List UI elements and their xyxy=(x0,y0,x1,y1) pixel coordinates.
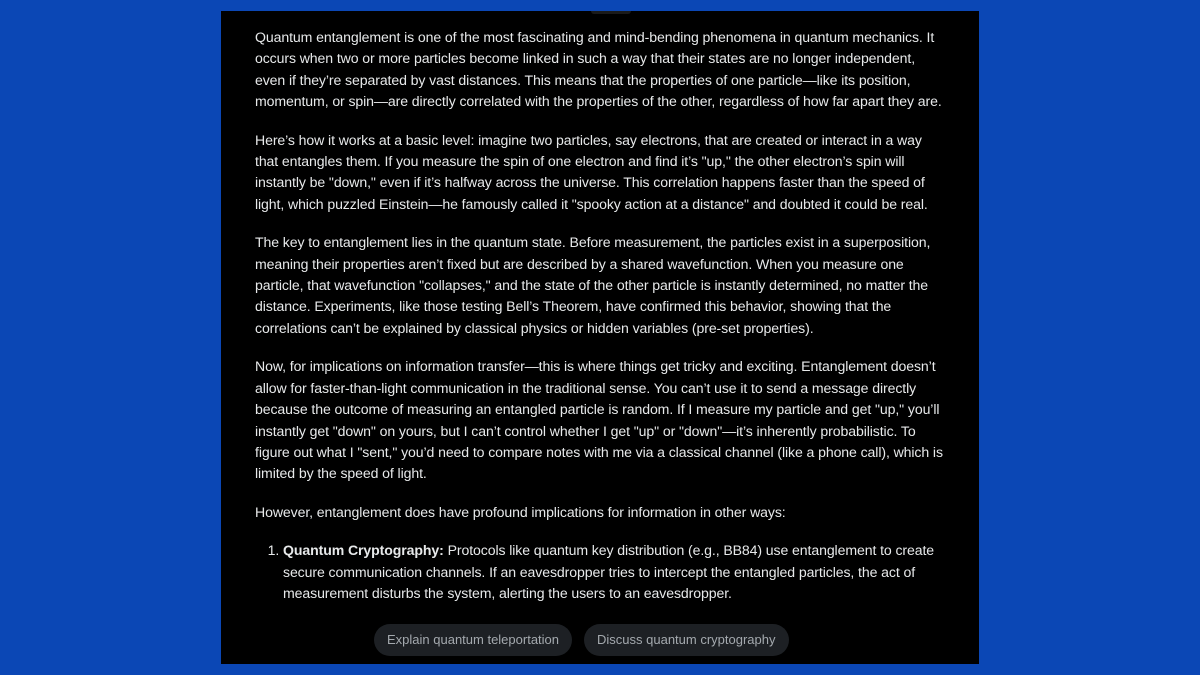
list-item xyxy=(283,540,945,604)
list-item-title: Quantum Cryptography: xyxy=(283,542,444,559)
implications-list xyxy=(255,540,945,604)
suggestion-chips xyxy=(374,624,789,658)
list-item-text: Protocols like quantum key distribution (e.g., BB84) use entanglement to create secure communication channels. If an eavesdropper tries to intercept the entangled particles, the act of measurement disturbs the system, alerting the users to an eavesdropper. xyxy=(283,542,935,601)
suggestion-chip-cryptography[interactable]: Discuss quantum cryptography xyxy=(584,624,788,656)
chat-response-panel xyxy=(221,11,979,664)
response-text xyxy=(255,27,945,604)
suggestion-chip-teleportation[interactable]: Explain quantum teleportation xyxy=(374,624,572,656)
response-paragraph: Quantum entanglement is one of the most fascinating and mind-bending phenomena in quantum mechanics. It occurs when two or more particles become linked in such a way that their states are no longer independent, even if they’re separated by vast distances. This means that the properties of one particle—like its position, momentum, or spin—are directly correlated with the properties of the other, regardless of how far apart they are. xyxy=(255,29,942,110)
response-paragraph: The key to entanglement lies in the quantum state. Before measurement, the particles exist in a superposition, meaning their properties aren’t fixed but are described by a shared wavefunction. When you measure one particle, that wavefunction "collapses," and the state of the other particle is instantly determined, no matter the distance. Experiments, like those testing Bell’s Theorem, have confirmed this behavior, showing that the correlations can’t be explained by classical physics or hidden variables (pre-set properties). xyxy=(255,234,931,336)
response-paragraph: However, entanglement does have profound implications for information in other ways: xyxy=(255,503,786,520)
panel-top-handle xyxy=(591,11,631,14)
response-paragraph: Now, for implications on information transfer—this is where things get tricky and exciting. Entanglement doesn’t allow for faster-than-light communication in the traditional sense. You can’t use it to send a message directly because the outcome of measuring an entangled particle is random. If I measure my particle and get "up," you’ll instantly get "down" on yours, but I can’t control whether I get "up" or "down"—it’s inherently probabilistic. To figure out what I "sent," you’d need to compare notes with me via a classical channel (like a phone call), which is limited by the speed of light. xyxy=(255,358,943,482)
response-paragraph: Here’s how it works at a basic level: imagine two particles, say electrons, that are created or interact in a way that entangles them. If you measure the spin of one electron and find it’s "up," the other electron’s spin will instantly be "down," even if it’s halfway across the universe. This correlation happens faster than the speed of light, which puzzled Einstein—he famously called it "spooky action at a distance" and doubted it could be real. xyxy=(255,131,928,212)
